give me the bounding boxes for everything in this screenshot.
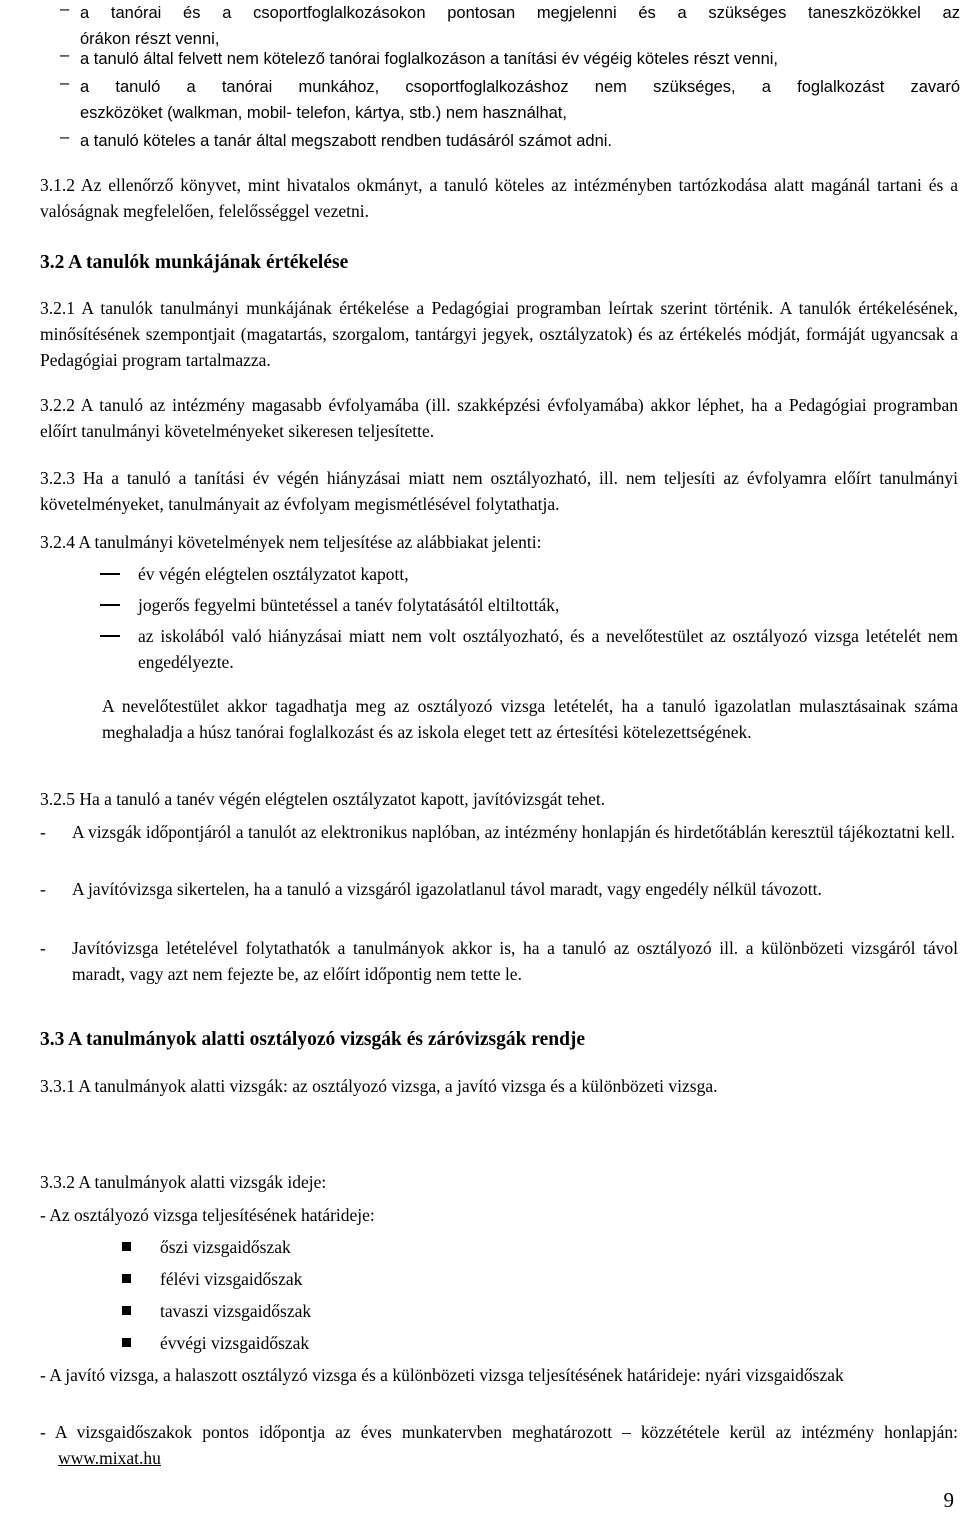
paragraph-3-2-3: 3.2.3 Ha a tanuló a tanítási év végén hiányzásai miatt nem osztályozható, ill. nem teljesíti az évfolyamra előírt tanulmányi követelményeket, tanulmányait az évfolyam megismétlésével folytathatja. xyxy=(40,468,958,514)
list-item xyxy=(100,592,958,618)
paragraph-3-1-2: 3.1.2 Az ellenőrző könyvet, mint hivatalos okmányt, a tanuló köteles az intézményben tartózkodása alatt magánál tartani és a valóságnak megfelelően, felelősséggel vezetni. xyxy=(40,175,958,221)
list-item-line: a tanuló által felvett nem kötelező tanórai foglalkozáson a tanítási év végéig köteles részt venni, xyxy=(80,50,778,68)
hyphen-marker: - xyxy=(40,822,46,842)
list-item: – a tanórai és a csoportfoglalkozásokon pontosan megjelenni és a szükséges taneszközökkel az órákon részt venni, xyxy=(60,0,960,52)
list-item xyxy=(100,561,958,587)
square-bullet-icon xyxy=(122,1274,131,1283)
paragraph-3-2-4-note: A nevelőtestület akkor tagadhatja meg az osztályozó vizsga letételét, ha a tanuló igazolatlan mulasztásainak száma meghaladja a húsz tanórai foglalkozást és az iskola eleget tett az értesítési kötelezettségének. xyxy=(102,696,958,742)
dash-marker xyxy=(100,604,120,606)
list-item-text: évvégi vizsgaidőszak xyxy=(160,1333,310,1353)
list-item: – a tanuló által felvett nem kötelező tanórai foglalkozáson a tanítási év végéig köteles részt venni, xyxy=(60,46,960,72)
subitem-osztalyozo-deadline: - Az osztályozó vizsga teljesítésének határideje: xyxy=(40,1205,375,1225)
heading-3-3: 3.3 A tanulmányok alatti osztályozó vizsgák és záróvizsgák rendje xyxy=(40,1029,586,1050)
list-item-line: a tanuló köteles a tanár által megszabott rendben tudásáról számot adni. xyxy=(80,132,612,150)
list-item-line: a tanórai és a csoportfoglalkozásokon pontosan megjelenni és a szükséges taneszközökkel az xyxy=(80,4,960,22)
hyphen-marker: - xyxy=(40,879,46,899)
paragraph-3-2-4: 3.2.4 A tanulmányi követelmények nem teljesítése az alábbiakat jelenti: xyxy=(40,532,542,552)
hyphen-marker: - xyxy=(40,938,46,958)
list-item xyxy=(122,1266,822,1292)
paragraph-3-2-5: 3.2.5 Ha a tanuló a tanév végén elégtelen osztályzatot kapott, javítóvizsgát tehet. xyxy=(40,789,606,809)
list-item-text: tavaszi vizsgaidőszak xyxy=(160,1301,312,1321)
dash-marker xyxy=(100,635,120,637)
list-item-text: félévi vizsgaidőszak xyxy=(160,1269,303,1289)
heading-3-2: 3.2 A tanulók munkájának értékelése xyxy=(40,252,349,273)
subitem-vizsgaidoszak-info xyxy=(40,1419,958,1471)
square-bullet-icon xyxy=(122,1242,131,1251)
list-item-text: őszi vizsgaidőszak xyxy=(160,1237,291,1257)
list-item xyxy=(122,1330,822,1356)
square-bullet-icon xyxy=(122,1338,131,1347)
list-item xyxy=(40,935,958,987)
page-number: 9 xyxy=(943,1488,954,1512)
list-item-text: az iskolából való hiányzásai miatt nem volt osztályozható, és a nevelőtestület az osztályozó vizsga letételét nem engedélyezte. xyxy=(138,626,958,672)
list-item xyxy=(40,819,958,845)
paragraph-3-3-2: 3.3.2 A tanulmányok alatti vizsgák ideje: xyxy=(40,1172,327,1192)
paragraph-3-2-2: 3.2.2 A tanuló az intézmény magasabb évfolyamába (ill. szakképzési évfolyamába) akkor léphet, ha a Pedagógiai programban előírt tanulmányi követelményeket sikeresen teljesítette. xyxy=(40,395,958,441)
paragraph-3-2-1: 3.2.1 A tanulók tanulmányi munkájának értékelése a Pedagógiai programban leírtak szerint történik. A tanulók értékelésének, minősítésének szempontjait (magatartás, szorgalom, tantárgyi jegyek, osztályzatok) és az értékelés módját, formáját ugyancsak a Pedagógiai program tartalmazza. xyxy=(40,298,958,370)
list-item-line: eszközöket (walkman, mobil- telefon, kártya, stb.) nem használhat, xyxy=(80,104,567,122)
list-item-text: Javítóvizsga letételével folytathatók a tanulmányok akkor is, ha a tanuló az osztályozó ill. a különbözeti vizsgáról távol maradt, vagy azt nem fejezte be, az előírt időpontig nem tette le. xyxy=(72,938,958,984)
website-link[interactable]: www.mixat.hu xyxy=(58,1448,161,1468)
list-item xyxy=(122,1298,822,1324)
list-item xyxy=(122,1234,822,1260)
paragraph-3-3-1: 3.3.1 A tanulmányok alatti vizsgák: az osztályozó vizsga, a javító vizsga és a különbözeti vizsga. xyxy=(40,1076,718,1096)
subitem-text: - A vizsgaidőszakok pontos időpontja az éves munkatervben meghatározott – közzététele kerül az intézmény honlapján: xyxy=(40,1422,958,1442)
list-item-line: órákon részt venni, xyxy=(80,30,220,48)
list-item-text: jogerős fegyelmi büntetéssel a tanév folytatásától eltiltották, xyxy=(138,595,560,615)
list-item-text: A javítóvizsga sikertelen, ha a tanuló a vizsgáról igazolatlanul távol maradt, vagy engedély nélkül távozott. xyxy=(72,879,822,899)
list-item: – a tanuló a tanórai munkához, csoportfoglalkozáshoz nem szükséges, a foglalkozást zavaró eszközöket (walkman, mobil- telefon, kártya, stb.) nem használhat, xyxy=(60,74,960,126)
list-item: – a tanuló köteles a tanár által megszabott rendben tudásáról számot adni. xyxy=(60,128,960,154)
list-item xyxy=(100,623,958,675)
square-bullet-icon xyxy=(122,1306,131,1315)
list-item-text: év végén elégtelen osztályzatot kapott, xyxy=(138,564,409,584)
list-item xyxy=(40,876,958,902)
dash-marker xyxy=(100,573,120,575)
list-item-text: A vizsgák időpontjáról a tanulót az elektronikus naplóban, az intézmény honlapján és hirdetőtáblán keresztül tájékoztatni kell. xyxy=(72,822,955,842)
subitem-javito-deadline: - A javító vizsga, a halaszott osztályzó vizsga és a különbözeti vizsga teljesítésének határideje: nyári vizsgaidőszak xyxy=(40,1365,844,1385)
list-item-line: a tanuló a tanórai munkához, csoportfoglalkozáshoz nem szükséges, a foglalkozást zavaró xyxy=(80,78,960,96)
